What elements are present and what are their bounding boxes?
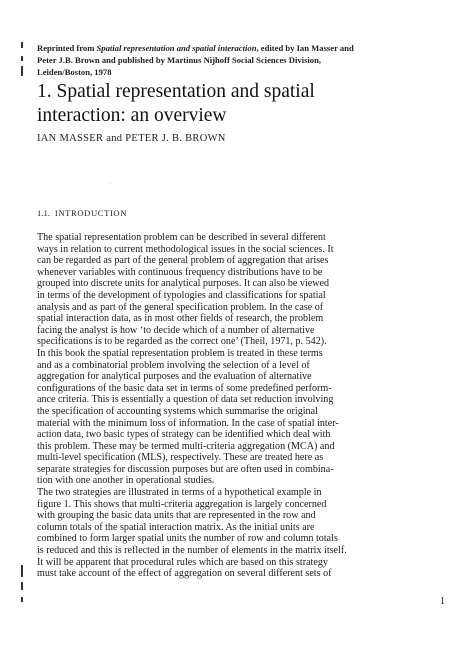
body-line: spatial interaction data, as in most other fields of research, the problem (37, 313, 324, 325)
reprint-book-title: Spatial representation and spatial interaction (96, 43, 257, 53)
chapter-title-line-2: interaction: an overview (37, 105, 227, 126)
reprint-line-1: Reprinted from Spatial representation and spatial interaction, edited by Ian Masser and (37, 43, 354, 53)
body-line: The two strategies are illustrated in terms of a hypothetical example in (37, 487, 322, 499)
margin-mark (21, 565, 23, 577)
body-line: must take account of the effect of aggregation on several different sets of (37, 568, 332, 580)
body-line: facing the analyst is how ‘to decide which of a number of alternative (37, 324, 315, 336)
margin-mark (21, 66, 23, 76)
reprint-notice (37, 42, 449, 78)
margin-mark (21, 582, 23, 590)
body-line: ways in relation to current methodological issues in the social sciences. It (37, 243, 334, 255)
body-line: analysis and as part of the general specification problem. In the case of (37, 301, 324, 313)
body-line: tion with one another in operational studies. (37, 475, 215, 487)
body-line: separate strategies for discussion purposes but are often used in combina- (37, 463, 334, 475)
body-line: specifications is to be regarded as the correct one’ (Theil, 1971, p. 542). (37, 336, 327, 348)
body-line: can be regarded as part of the general problem of aggregation that arises (37, 255, 329, 267)
body-line: configurations of the basic data set in terms of some predefined perform- (37, 382, 332, 394)
body-line: this problem. These may be termed multi-criteria aggregation (MCA) and (37, 440, 335, 452)
body-line: It will be apparent that procedural rules which are based on this strategy (37, 556, 328, 568)
body-line: and as a combinatorial problem involving the selection of a level of (37, 359, 310, 371)
body-line: In this book the spatial representation problem is treated in these terms (37, 347, 323, 359)
chapter-title-line-1: 1. Spatial representation and spatial (37, 81, 315, 102)
body-line: column totals of the spatial interaction matrix. As the initial units are (37, 521, 315, 533)
author-line: IAN MASSER and PETER J. B. BROWN (37, 133, 226, 144)
body-line: is reduced and this is reflected in the number of elements in the matrix itself. (37, 545, 347, 557)
body-line: whenever variables with continuous frequency distributions have to be (37, 266, 323, 278)
body-line: figure 1. This shows that multi-criteria aggregation is largely concerned (37, 498, 327, 510)
page-number: 1 (440, 596, 445, 607)
section-number: 1.1. (37, 208, 50, 218)
body-line: the specification of accounting systems which summarise the original (37, 405, 318, 417)
body-line: action data, two basic types of strategy can be identified which deal with (37, 429, 331, 441)
body-line: The spatial representation problem can be described in several different (37, 232, 326, 243)
margin-mark (21, 597, 23, 602)
body-line: combined to form larger spatial units the number of row and column totals (37, 533, 338, 545)
body-line: multi-level specification (MLS), respectively. These are treated here as (37, 452, 324, 464)
body-line: aggregation for analytical purposes and the evaluation of alternative (37, 371, 312, 383)
chapter-title (37, 80, 457, 128)
body-text (37, 232, 437, 580)
body-line: ance criteria. This is essentially a question of data set reduction involving (37, 394, 334, 406)
margin-mark (21, 42, 23, 48)
body-line: with grouping the basic data units that are represented in the row and (37, 510, 316, 522)
body-line: material with the minimum loss of information. In the case of spatial inter- (37, 417, 339, 429)
section-title: INTRODUCTION (54, 208, 128, 218)
section-heading (37, 208, 127, 218)
reprint-line-3: Leiden/Boston, 1978 (37, 67, 112, 77)
scan-speck: ˎ (109, 176, 112, 184)
body-line: grouped into discrete units for analytical purposes. It can also be viewed (37, 278, 330, 290)
body-line: in terms of the development of typologies and classifications for spatial (37, 289, 326, 301)
margin-mark (21, 56, 23, 61)
reprint-line-2: Peter J.B. Brown and published by Martinus Nijhoff Social Sciences Division, (37, 55, 322, 65)
